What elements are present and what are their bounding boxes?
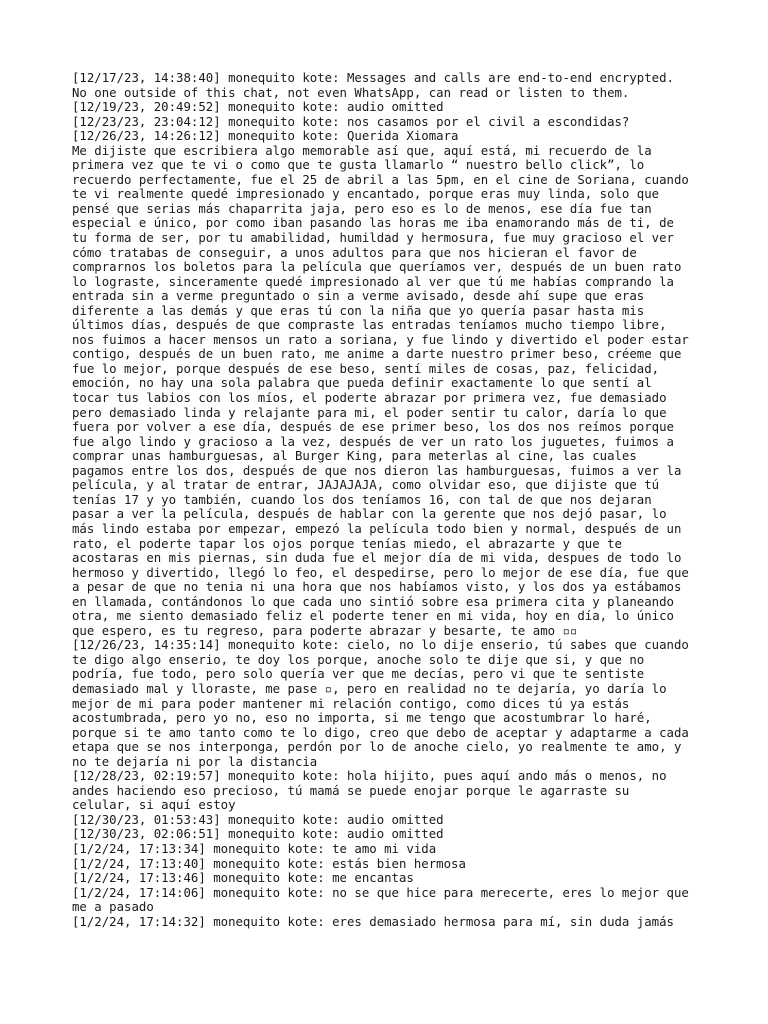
text-line: tenías 17 y yo también, cuando los dos teníamos 16, con tal de que nos dejaran [72, 492, 652, 507]
text-line: andes haciendo eso precioso, tú mamá se puede enojar porque le agarraste su [72, 783, 630, 798]
text-line: [12/26/23, 14:35:14] monequito kote: cielo, no lo dije enserio, tú sabes que cuando [72, 638, 689, 653]
text-line: fue lo mejor, porque después de ese beso, sentí miles de cosas, paz, felicidad, [72, 361, 660, 376]
text-line: [1/2/24, 17:13:34] monequito kote: te amo mi vida [72, 841, 437, 856]
text-line: contigo, después de un buen rato, me anime a darte nuestro primer beso, créeme que [72, 347, 682, 362]
text-line: rato, el poderte tapar los ojos porque tenías miedo, el abrazarte y que te [72, 536, 622, 551]
text-line: porque si te amo tanto como te lo digo, creo que debo de aceptar y adaptarme a cada [72, 725, 689, 740]
text-line: celular, si aquí estoy [72, 798, 236, 813]
text-line: No one outside of this chat, not even WhatsApp, can read or listen to them. [72, 85, 630, 100]
text-line: podría, fue todo, pero solo quería ver que me decías, pero vi que te sentiste [72, 667, 645, 682]
text-line: me a pasado [72, 900, 154, 915]
text-line: [12/17/23, 14:38:40] monequito kote: Messages and calls are end-to-end encrypted. [72, 71, 674, 85]
text-line: te digo algo enserio, te doy los porque, anoche solo te dije que si, y que no [72, 652, 645, 667]
text-line: [12/30/23, 02:06:51] monequito kote: audio omitted [72, 827, 444, 842]
text-line: te vi realmente quedé impresionado y encantado, porque eras muy linda, solo que [72, 187, 660, 202]
text-line: demasiado mal y lloraste, me pase ▫, pero en realidad no te dejaría, yo daría lo [72, 681, 667, 696]
text-line: fue algo lindo y gracioso a la vez, después de ver un rato los juguetes, fuimos a [72, 434, 674, 449]
text-line: película, y al tratar de entrar, JAJAJAJA, como olvidar eso, que dijiste que tú [72, 478, 660, 493]
text-line: especial e único, por como iban pasando las horas me iba enamorando más de ti, de [72, 216, 674, 231]
text-line: [12/26/23, 14:26:12] monequito kote: Querida Xiomara [72, 129, 459, 144]
text-line: mejor de mi para poder mantener mi relación contigo, como dices tú ya estás [72, 696, 630, 711]
text-line: no te dejaría ni por la distancia [72, 754, 318, 769]
text-line: pagamos entre los dos, después de que nos dieron las hamburguesas, fuimos a ver la [72, 463, 682, 478]
text-line: entrada sin a verme preguntado o sin a verme avisado, desde ahí supe que eras [72, 289, 645, 304]
text-line: más lindo estaba por empezar, empezó la película todo bien y normal, después de un [72, 521, 682, 536]
text-line: comprar unas hamburguesas, al Burger King, para meterlas al cine, las cuales [72, 449, 637, 464]
text-line: primera vez que te vi o como que te gusta llamarlo “ nuestro bello click”, lo [72, 158, 645, 173]
text-line: nos fuimos a hacer mensos un rato a soriana, y fue lindo y divertido el poder estar [72, 332, 689, 347]
text-line: acostaras en mis piernas, sin duda fue el mejor día de mi vida, despues de todo lo [72, 551, 682, 566]
text-line: tocar tus labios con los míos, el poderte abrazar por primera vez, fue demasiado [72, 391, 667, 406]
text-line: [12/19/23, 20:49:52] monequito kote: audio omitted [72, 100, 444, 115]
text-line: lo lograste, sinceramente quedé impresionado al ver que tú me habías comprando la [72, 274, 674, 289]
text-line: [1/2/24, 17:14:32] monequito kote: eres demasiado hermosa para mí, sin duda jamás [72, 914, 674, 929]
text-line: hermoso y divertido, llegó lo feo, el despedirse, pero lo mejor de ese día, fue que [72, 565, 689, 580]
text-line: [12/23/23, 23:04:12] monequito kote: nos casamos por el civil a escondidas? [72, 114, 630, 129]
text-line: pero demasiado linda y relajante para mi, el poder sentir tu calor, daría lo que [72, 405, 667, 420]
text-line: acostumbrada, pero yo no, eso no importa, si me tengo que acostumbrar lo haré, [72, 711, 652, 726]
text-line: [1/2/24, 17:13:46] monequito kote: me encantas [72, 871, 414, 886]
text-line: Me dijiste que escribiera algo memorable así que, aquí está, mi recuerdo de la [72, 143, 652, 158]
text-line: otra, me siento demasiado feliz el poderte tener en mi vida, hoy en día, lo único [72, 609, 674, 624]
text-line: cómo tratabas de conseguir, a unos adultos para que nos hicieran el favor de [72, 245, 637, 260]
text-line: diferente a las demás y que eras tú con la niña que yo quería pasar hasta mis [72, 303, 645, 318]
text-line: en llamada, contándonos lo que cada uno sintió sobre esa primera cita y planeando [72, 594, 674, 609]
text-line: recuerdo perfectamente, fue el 25 de abril a las 5pm, en el cine de Soriana, cuando [72, 172, 689, 187]
text-line: [12/30/23, 01:53:43] monequito kote: audio omitted [72, 812, 444, 827]
chat-transcript-text [72, 71, 712, 929]
text-line: emoción, no hay una sola palabra que pueda definir exactamente lo que sentí al [72, 376, 652, 391]
text-line: [12/28/23, 02:19:57] monequito kote: hola hijito, pues aquí ando más o menos, no [72, 769, 667, 784]
text-line: [1/2/24, 17:14:06] monequito kote: no se que hice para merecerte, eres lo mejor que [72, 885, 689, 900]
text-line: etapa que se nos interponga, perdón por lo de anoche cielo, yo realmente te amo, y [72, 740, 682, 755]
text-line: pasar a ver la película, después de hablar con la gerente que nos dejó pasar, lo [72, 507, 667, 522]
text-line: a pesar de que no tenia ni una hora que nos habíamos visto, y los dos ya estábamos [72, 580, 682, 595]
text-line: tu forma de ser, por tu amabilidad, humildad y hermosura, fue muy gracioso el ver [72, 231, 674, 246]
text-line: que espero, es tu regreso, para poderte abrazar y besarte, te amo ▫▫ [72, 623, 578, 638]
text-line: pensé que serias más chaparrita jaja, pero eso es lo de menos, ese día fue tan [72, 201, 652, 216]
text-line: últimos días, después de que compraste las entradas teníamos mucho tiempo libre, [72, 318, 667, 333]
text-line: [1/2/24, 17:13:40] monequito kote: estás bien hermosa [72, 856, 466, 871]
text-line: fuera por volver a ese día, después de ese primer beso, los dos nos reímos porque [72, 420, 674, 435]
text-line: comprarnos los boletos para la película que queríamos ver, después de un buen rato [72, 260, 682, 275]
